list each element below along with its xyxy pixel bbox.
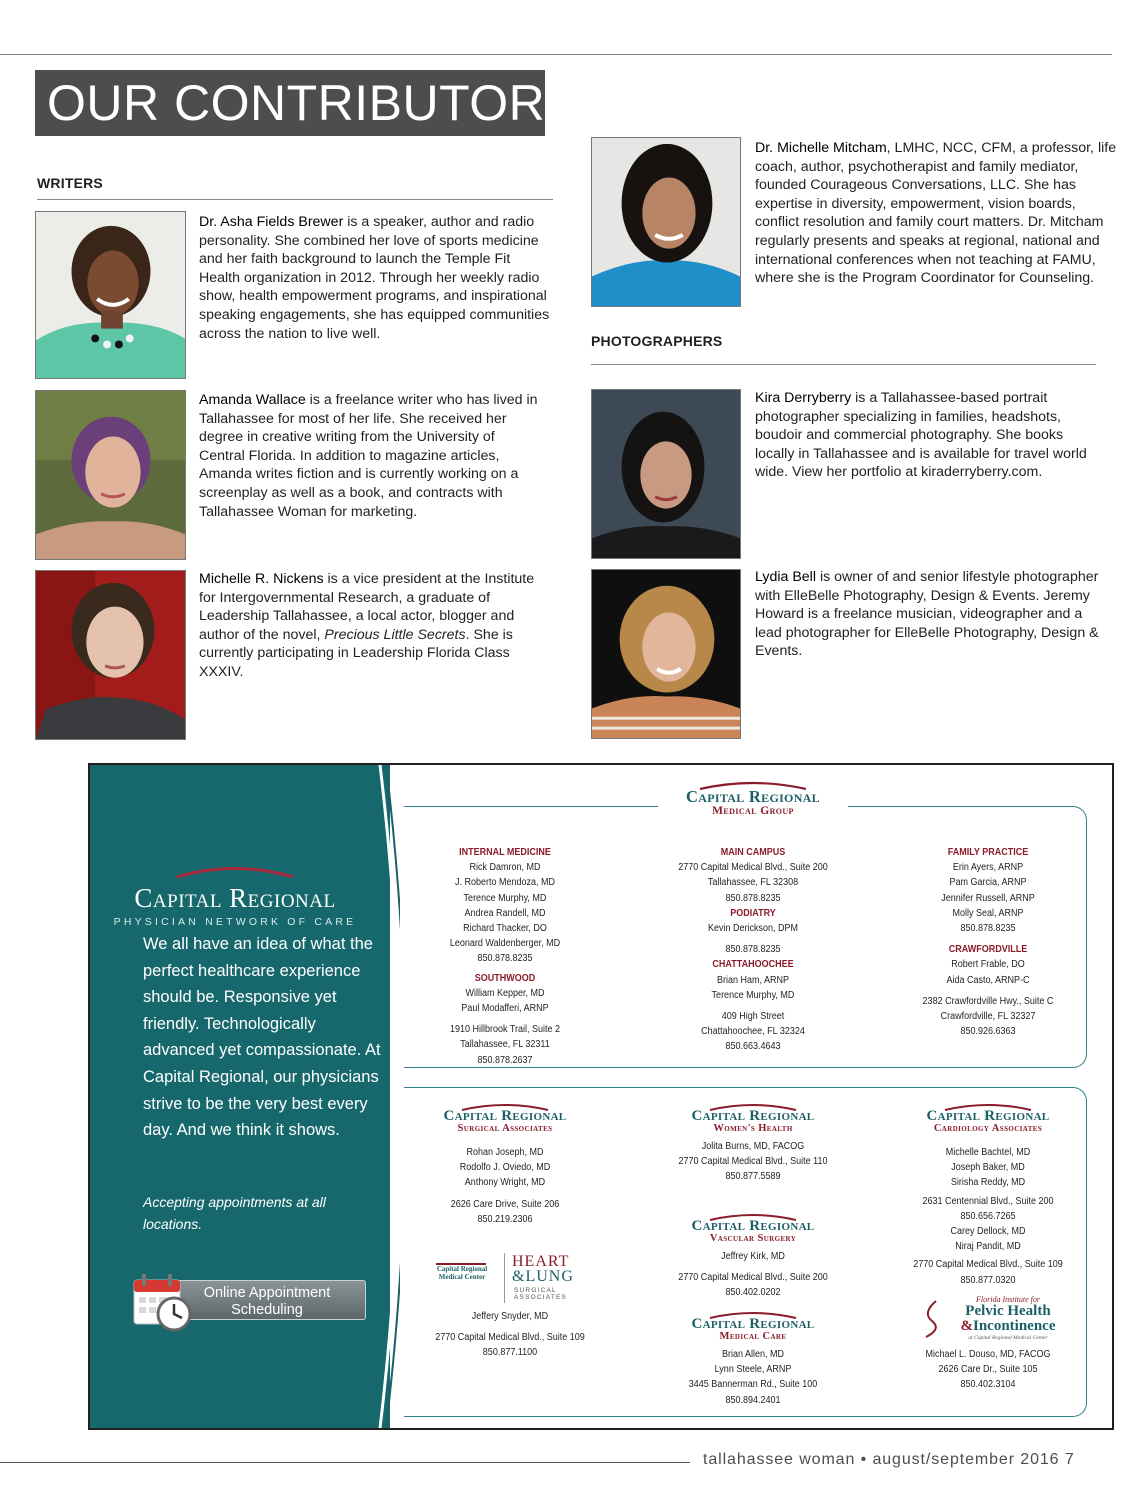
bio-text: is a freelance writer who has lived in Tallahassee for most of her life. She received her degree in creative writing from the University of Central Florida. In addition to magazine articles, Amanda writes fiction and is currently working on a screenplay as well as a book, and contracts with Tallahassee Woman for marketing. <box>199 392 538 520</box>
listing-line: Anthony Wright, MD <box>464 1177 546 1189</box>
listing-line: 850.656.7265 <box>960 1210 1016 1222</box>
ad-accepting: Accepting appointments at all locations. <box>143 1194 326 1232</box>
writers-rule <box>37 199 553 200</box>
heart-word: HEART <box>512 1253 570 1270</box>
listing-line: Andrea Randell, MD <box>464 907 546 919</box>
heart-lung-logo <box>426 1253 590 1303</box>
logo-main: Capital Regional <box>691 1316 815 1332</box>
crmc-rule <box>436 1263 486 1265</box>
listing-line: 850.402.3104 <box>960 1379 1016 1391</box>
listing-line: 850.877.1100 <box>482 1347 538 1359</box>
pelvic-ph: Pelvic Health <box>965 1303 1051 1319</box>
footer-rule <box>0 1462 690 1463</box>
listing-line: Brian Ham, ARNP <box>716 974 790 986</box>
kira-derryberry-photo <box>591 389 741 559</box>
michelle-nickens-bio <box>199 570 539 682</box>
ribbon-icon <box>920 1299 944 1339</box>
book-title: Precious Little Secrets <box>324 626 466 643</box>
listing-heading: INTERNAL MEDICINE <box>459 847 551 858</box>
listing-line: Kevin Derickson, DPM <box>707 923 799 935</box>
listing-line: 850.663.4643 <box>725 1041 781 1053</box>
lydia-bell-bio <box>755 568 1105 661</box>
logo-sub: Medical Care <box>719 1331 787 1342</box>
listing-line: Carey Dellock, MD <box>950 1226 1026 1238</box>
medical-group-logo <box>658 781 848 817</box>
listing-line: Brian Allen, MD <box>721 1349 785 1360</box>
photographers-rule <box>591 364 1096 365</box>
capital-regional-ad <box>88 763 1114 1430</box>
logo-divider <box>504 1253 505 1303</box>
bio-text: is a vice president at the Institute for Intergovernmental Research, a graduate of Leadership Tallahassee, a local actor, blogger and author of the novel, <box>199 571 535 643</box>
logo-sub: Medical Group <box>712 805 794 817</box>
listing-line: Rick Damron, MD <box>469 862 541 874</box>
ad-brand-block <box>100 865 370 928</box>
bio-text: is a Tallahassee-based portrait photographer specializing in families, headshots, boudoir and commercial photography. She books locally in Tallahassee and is available for travel world wide. View her portfolio at kiraderryberry.com. <box>755 390 1087 481</box>
incontinence-text: Incontinence <box>973 1318 1056 1334</box>
listing-line: 850.877.5589 <box>725 1171 781 1183</box>
listing-line: 850.219.2306 <box>477 1213 533 1225</box>
logo-sub: Women's Health <box>713 1123 793 1134</box>
listing-line: 2626 Care Dr., Suite 105 <box>938 1364 1038 1376</box>
medical-care-listing <box>659 1347 848 1408</box>
womens-health-listing <box>659 1139 848 1185</box>
contributor-name: Dr. Asha Fields Brewer <box>199 214 344 230</box>
listing-heading: FAMILY PRACTICE <box>947 847 1029 858</box>
vascular-surgery-logo <box>658 1213 848 1244</box>
pelvic-health-logo <box>920 1295 1070 1343</box>
listing-line: 850.878.8235 <box>960 923 1016 935</box>
cardiology-logo <box>898 1103 1078 1134</box>
logo-main: Capital Regional <box>926 1108 1050 1124</box>
listing-heading: MAIN CAMPUS <box>720 847 786 858</box>
listing-line: Michelle Bachtel, MD <box>945 1147 1031 1158</box>
listing-line: Leonard Waldenberger, MD <box>449 938 561 950</box>
pelvic-listing <box>898 1347 1078 1393</box>
ampersand: & <box>512 1268 526 1285</box>
listing-line: 850.878.2637 <box>477 1054 533 1066</box>
listing-line: 2626 Care Drive, Suite 206 <box>450 1198 560 1210</box>
page-title: OUR CONTRIBUTORS <box>35 70 545 136</box>
listing-heading: CRAWFORDVILLE <box>948 944 1028 956</box>
amanda-wallace-photo <box>35 390 186 560</box>
logo-main: Capital Regional <box>686 787 820 806</box>
amanda-wallace-bio <box>199 391 544 521</box>
listing-line: Rodolfo J. Oviedo, MD <box>459 1162 551 1174</box>
listing-line: Paul Modafferi, ARNP <box>461 1003 549 1015</box>
logo-main: Capital Regional <box>443 1108 567 1124</box>
ad-brand-name: Capital Regional <box>134 883 336 913</box>
michelle-mitcham-bio <box>755 139 1117 288</box>
contributor-name: Lydia Bell <box>755 569 816 585</box>
michelle-mitcham-photo <box>591 137 741 307</box>
listing-line: 2770 Capital Medical Blvd., Suite 110 <box>678 1156 828 1168</box>
listing-heading: SOUTHWOOD <box>474 972 536 984</box>
bio-text: , LMHC, NCC, CFM, a professor, life coach, author, psychotherapist and family mediator, founded Courageous Conversations, LLC. She has expertise in diversity, empowerment, vision boards, conflict resolution and family court matters. Dr. Mitcham regularly presents and speaks at regional, national and international conferences when not teaching at FAMU, where she is the Program Coordinator for Counseling. <box>755 140 1117 287</box>
listing-line: 850.877.0320 <box>960 1274 1016 1286</box>
listing-line: Tallahassee, FL 32311 <box>460 1039 550 1051</box>
pelvic-at: at Capital Regional Medical Center <box>968 1335 1048 1341</box>
crmc-mark: Capital Regional Medical Center <box>436 1265 488 1281</box>
listing-line: William Kepper, MD <box>465 987 545 999</box>
listing-line: Rohan Joseph, MD <box>466 1147 544 1158</box>
listing-line: Joseph Baker, MD <box>951 1162 1025 1174</box>
michelle-nickens-photo <box>35 570 186 740</box>
surgical-associates-logo <box>420 1103 590 1134</box>
listing-line: 1910 Hillbrook Trail, Suite 2 <box>449 1024 561 1036</box>
contributor-name: Amanda Wallace <box>199 392 306 408</box>
logo-sub: Surgical Associates <box>457 1123 553 1134</box>
pelvic-fi: Florida Institute for <box>976 1295 1040 1304</box>
listing-line: Jeffery Snyder, MD <box>471 1311 549 1322</box>
family-practice-listing <box>907 845 1069 1039</box>
listing-line: Sirisha Reddy, MD <box>950 1177 1026 1189</box>
logo-main: Capital Regional <box>691 1218 815 1234</box>
contributor-name: Michelle R. Nickens <box>199 571 324 587</box>
listing-line: Terence Murphy, MD <box>711 989 795 1001</box>
heart-lung-listing <box>422 1309 598 1361</box>
listing-line: 2382 Crawfordville Hwy., Suite C <box>922 995 1054 1007</box>
listing-line: 2770 Capital Medical Blvd., Suite 109 <box>435 1332 585 1344</box>
contributor-name: Kira Derryberry <box>755 390 852 406</box>
listing-line: Erin Ayers, ARNP <box>952 862 1024 874</box>
medical-care-logo <box>658 1311 848 1342</box>
listing-line: Jolita Burns, MD, FACOG <box>701 1141 805 1152</box>
lung-word <box>512 1268 574 1286</box>
listing-line: 850.894.2401 <box>725 1394 781 1406</box>
logo-sub: Vascular Surgery <box>709 1233 797 1244</box>
listing-heading: CHATTAHOOCHEE <box>712 959 794 971</box>
listing-line: 2631 Centennial Blvd., Suite 200 <box>922 1195 1054 1207</box>
listing-line: 850.878.8235 <box>477 953 533 965</box>
online-scheduling-button[interactable]: Online Appointment Scheduling <box>168 1280 366 1320</box>
bio-text: is owner of and senior lifestyle photographer with ElleBelle Photography, Design & Events. Jeremy Howard is a freelance musician, videographer and a lead photographer for ElleBelle Photography, Design & Events. <box>755 569 1099 660</box>
listing-line: Robert Frable, DO <box>951 959 1025 971</box>
bio-text-end: . She is currently participating in Leadership Florida Class XXXIV. <box>199 626 513 680</box>
top-rule <box>0 54 1112 55</box>
pelvic-inc <box>946 1318 1070 1334</box>
listing-heading: PODIATRY <box>730 907 776 919</box>
photographers-heading: PHOTOGRAPHERS <box>591 333 723 349</box>
listing-line: Crawfordville, FL 32327 <box>940 1011 1036 1023</box>
surgical-associates-listing <box>429 1145 582 1227</box>
listing-line: 3445 Bannerman Rd., Suite 100 <box>688 1379 818 1391</box>
listing-line: J. Roberto Mendoza, MD <box>454 877 556 889</box>
vascular-listing <box>659 1249 848 1301</box>
internal-medicine-listing <box>429 845 582 1068</box>
listing-line: Pam Garcia, ARNP <box>949 877 1027 889</box>
asha-brewer-photo <box>35 211 186 379</box>
listing-line: 2770 Capital Medical Blvd., Suite 109 <box>913 1259 1063 1271</box>
womens-health-logo <box>658 1103 848 1134</box>
listing-line: Chattahoochee, FL 32324 <box>701 1026 805 1038</box>
listing-line: Aida Casto, ARNP-C <box>946 974 1030 986</box>
lung-text: LUNG <box>525 1268 574 1285</box>
calendar-clock-icon <box>132 1270 194 1332</box>
listing-line: 850.402.0202 <box>725 1287 781 1299</box>
listing-line: Niraj Pandit, MD <box>955 1241 1021 1253</box>
ampersand: & <box>960 1318 973 1334</box>
listing-line: Michael L. Douso, MD, FACOG <box>925 1349 1051 1360</box>
listing-line: Molly Seal, ARNP <box>952 907 1024 919</box>
listing-line: 850.926.6363 <box>960 1026 1016 1038</box>
bio-text: is a speaker, author and radio personality. She combined her love of sports medicine and her faith background to launch the Temple Fit Health organization in 2012. Through her weekly radio show, health empowerment programs, and inspirational speaking engagements, she has equipped communities across the nation to live well. <box>199 214 550 342</box>
cardiology-listing <box>898 1145 1078 1288</box>
main-campus-listing <box>659 845 848 1055</box>
listing-line: 850.878.8235 <box>725 944 781 956</box>
lydia-bell-photo <box>591 569 741 739</box>
ad-copy: We all have an idea of what the perfect healthcare experience should be. Responsive yet friendly. Technologically advanced yet compassionate. At Capital Regional, our physicians strive to be the very best every day. And we think it shows. <box>143 935 381 1140</box>
listing-line: Jennifer Russell, ARNP <box>941 892 1035 904</box>
listing-line: 2770 Capital Medical Blvd., Suite 200 <box>678 1272 828 1284</box>
listing-line: 850.878.8235 <box>725 892 781 904</box>
writers-heading: WRITERS <box>37 175 103 191</box>
listing-line: Richard Thacker, DO <box>463 923 547 935</box>
listing-line: Terence Murphy, MD <box>463 892 547 904</box>
page-footer: tallahassee woman • august/september 2016 7 <box>703 1451 1075 1468</box>
kira-derryberry-bio <box>755 389 1105 482</box>
ad-brand-tagline: PHYSICIAN NETWORK OF CARE <box>113 916 357 928</box>
listing-line: Lynn Steele, ARNP <box>714 1364 792 1376</box>
listing-line: Jeffrey Kirk, MD <box>721 1251 785 1262</box>
contributor-name: Dr. Michelle Mitcham <box>755 140 887 156</box>
brand-arc-icon <box>175 866 295 878</box>
listing-line: Tallahassee, FL 32308 <box>707 877 799 889</box>
listing-line: 409 High Street <box>721 1011 785 1023</box>
logo-sub: Cardiology Associates <box>933 1123 1043 1134</box>
hl-sub: SURGICAL ASSOCIATES <box>514 1287 568 1301</box>
listing-line: 2770 Capital Medical Blvd., Suite 200 <box>678 862 828 874</box>
logo-main: Capital Regional <box>691 1108 815 1124</box>
asha-brewer-bio <box>199 213 554 343</box>
